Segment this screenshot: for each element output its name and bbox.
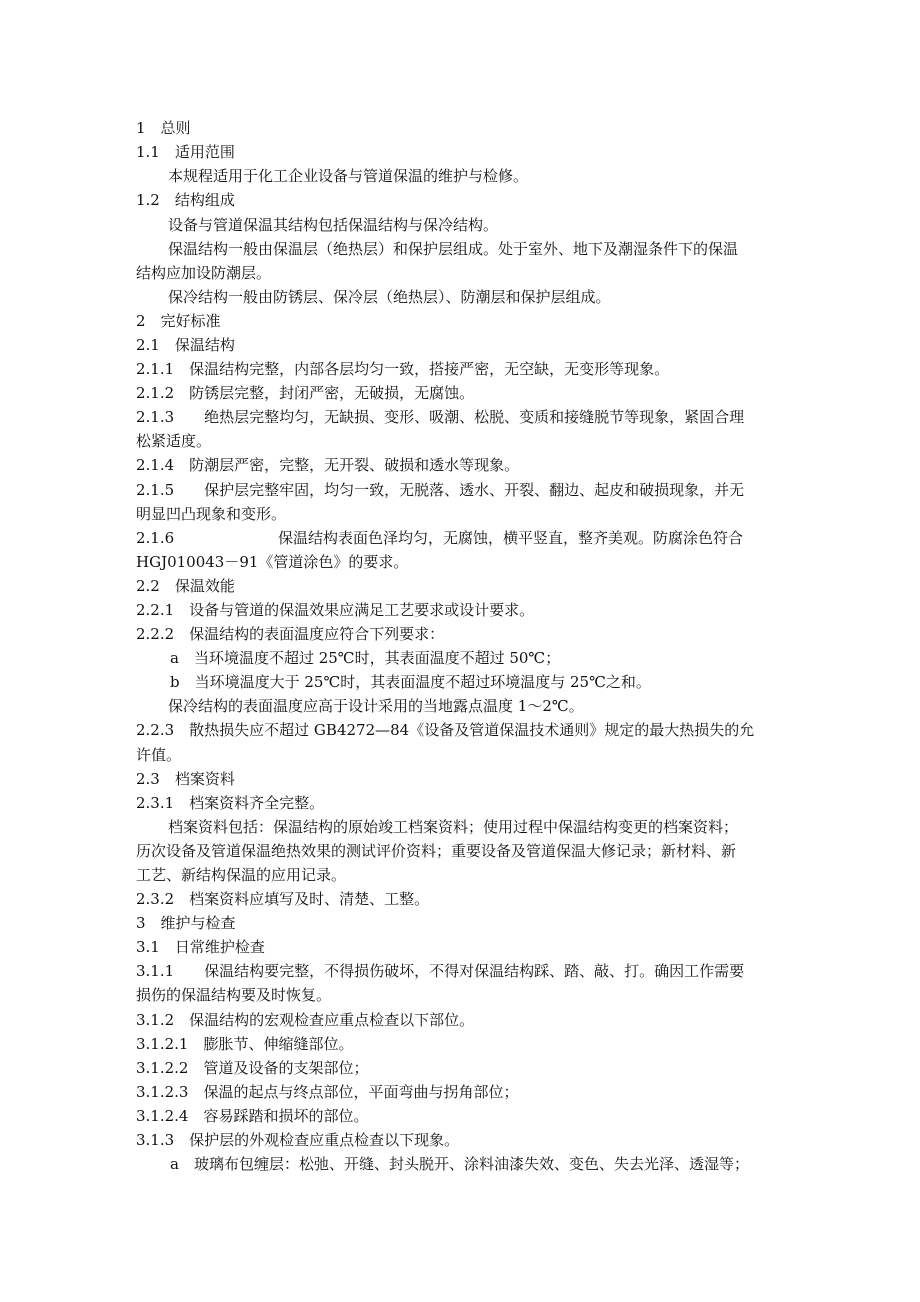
- section-heading-1: 1 总则: [136, 119, 191, 137]
- clause: 2.1.4 防潮层严密，完整，无开裂、破损和透水等现象。: [136, 456, 520, 474]
- clause-number: 2.1.6: [136, 529, 175, 547]
- clause-continuation: 松紧适度。: [136, 432, 212, 450]
- paragraph: 保冷结构的表面温度应高于设计采用的当地露点温度 1～2℃。: [168, 697, 584, 715]
- clause-continuation: 许值。: [136, 746, 182, 764]
- paragraph: 保冷结构一般由防锈层、保冷层（绝热层）、防潮层和保护层组成。: [168, 288, 611, 306]
- paragraph: 保温结构一般由保温层（绝热层）和保护层组成。处于室外、地下及潮湿条件下的保温: [168, 240, 739, 258]
- clause: 2.2.1 设备与管道的保温效果应满足工艺要求或设计要求。: [136, 601, 535, 619]
- subsection-heading-2-3: 2.3 档案资料: [136, 770, 235, 788]
- clause: 3.1.2.2 管道及设备的支架部位；: [136, 1059, 369, 1077]
- clause: 3.1.3 保护层的外观检查应重点检查以下现象。: [136, 1131, 460, 1149]
- paragraph: 设备与管道保温其结构包括保温结构与保冷结构。: [168, 216, 499, 234]
- clause-continuation: 损伤的保温结构要及时恢复。: [136, 986, 332, 1004]
- clause: 3.1.2.4 容易踩踏和损坏的部位。: [136, 1107, 369, 1125]
- list-item: a 玻璃布包缠层：松弛、开缝、封头脱开、涂料油漆失效、变色、失去光泽、透湿等；: [170, 1155, 749, 1173]
- section-heading-3: 3 维护与检查: [136, 914, 236, 932]
- paragraph-continuation: 结构应加设防潮层。: [136, 264, 272, 282]
- clause: 3.1.2.3 保温的起点与终点部位，平面弯曲与拐角部位；: [136, 1083, 519, 1101]
- paragraph: 本规程适用于化工企业设备与管道保温的维护与检修。: [168, 167, 529, 185]
- list-item: a 当环境温度不超过 25℃时，其表面温度不超过 50℃；: [170, 649, 561, 667]
- paragraph: 档案资料包括：保温结构的原始竣工档案资料；使用过程中保温结构变更的档案资料；: [168, 818, 739, 836]
- paragraph-continuation: 历次设备及管道保温绝热效果的测试评价资料；重要设备及管道保温大修记录；新材料、新: [136, 842, 737, 860]
- subsection-heading-2-1: 2.1 保温结构: [136, 336, 235, 354]
- subsection-heading-2-2: 2.2 保温效能: [136, 577, 235, 595]
- clause: 2.1.5 保护层完整牢固，均匀一致，无脱落、透水、开裂、翻边、起皮和破损现象，并无: [136, 481, 745, 499]
- clause: 2.3.2 档案资料应填写及时、清楚、工整。: [136, 890, 430, 908]
- clause-continuation: 明显凹凸现象和变形。: [136, 505, 287, 523]
- clause: 2.2.2 保温结构的表面温度应符合下列要求：: [136, 625, 445, 643]
- clause: 2.1.2 防锈层完整，封闭严密，无破损，无腐蚀。: [136, 384, 475, 402]
- clause: 保温结构表面色泽均匀，无腐蚀，横平竖直，整齐美观。防腐涂色符合: [278, 529, 744, 547]
- section-heading-2: 2 完好标准: [136, 312, 221, 330]
- clause: 3.1.2 保温结构的宏观检查应重点检查以下部位。: [136, 1011, 475, 1029]
- subsection-heading-3-1: 3.1 日常维护检查: [136, 938, 265, 956]
- subsection-heading-1-1: 1.1 适用范围: [136, 143, 235, 161]
- clause: 3.1.1 保温结构要完整，不得损伤破坏，不得对保温结构踩、踏、敲、打。确因工作需要: [136, 962, 745, 980]
- clause: 2.1.3 绝热层完整均匀，无缺损、变形、吸潮、松脱、变质和接缝脱节等现象，紧固合理: [136, 408, 745, 426]
- paragraph-continuation: 工艺、新结构保温的应用记录。: [136, 866, 347, 884]
- subsection-heading-1-2: 1.2 结构组成: [136, 191, 235, 209]
- clause: 2.2.3 散热损失应不超过 GB4272—84《设备及管道保温技术通则》规定的最大热损失的允: [136, 721, 755, 739]
- clause-continuation: HGJ010043－91《管道涂色》的要求。: [136, 553, 409, 571]
- clause: 3.1.2.1 膨胀节、伸缩缝部位。: [136, 1035, 354, 1053]
- clause: 2.1.1 保温结构完整，内部各层均匀一致，搭接严密，无空缺，无变形等现象。: [136, 360, 670, 378]
- clause: 2.3.1 档案资料齐全完整。: [136, 794, 325, 812]
- list-item: b 当环境温度大于 25℃时，其表面温度不超过环境温度与 25℃之和。: [170, 673, 651, 691]
